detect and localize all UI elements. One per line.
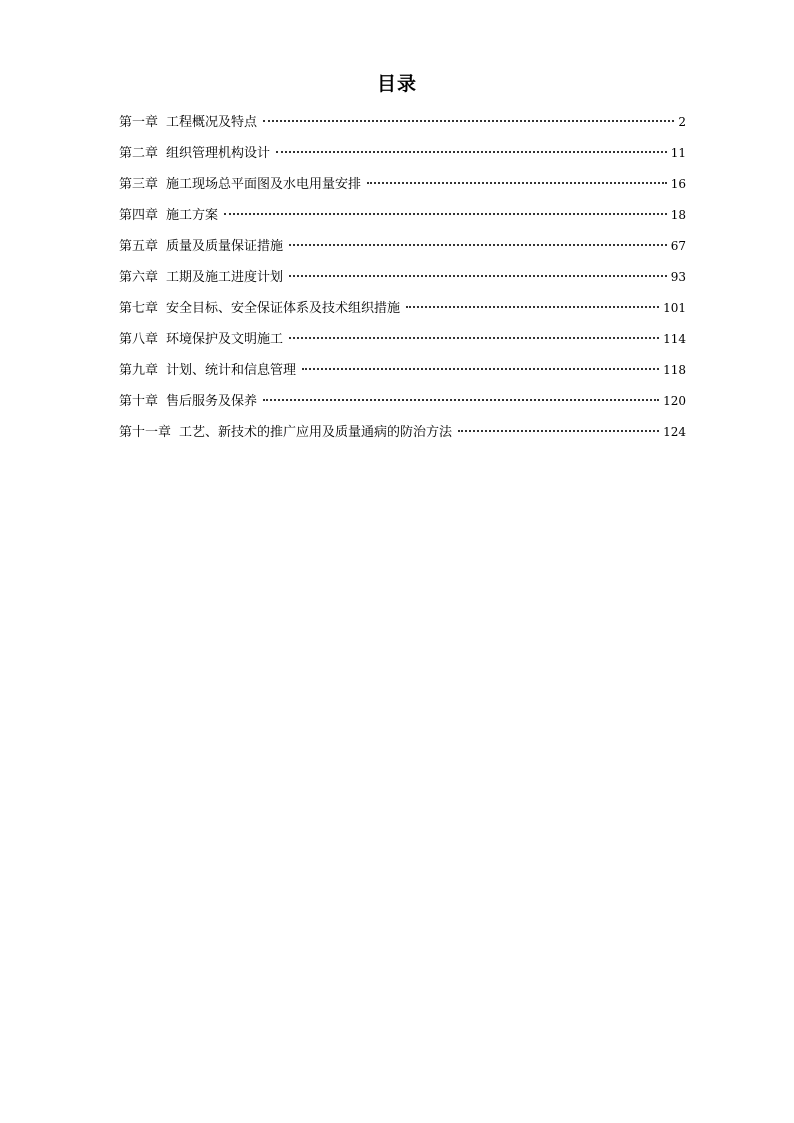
- toc-page-number: 101: [663, 301, 686, 315]
- toc-chapter-label: 第十章: [119, 394, 159, 409]
- toc-page-number: 118: [663, 363, 686, 377]
- toc-chapter-title: 安全目标、安全保证体系及技术组织措施: [166, 301, 401, 316]
- toc-chapter-title: 质量及质量保证措施: [166, 239, 284, 254]
- toc-dot-leader: [289, 244, 667, 246]
- toc-dot-leader: [289, 337, 659, 339]
- table-of-contents: [119, 111, 686, 452]
- toc-entry-5[interactable]: [119, 235, 686, 266]
- toc-chapter-label: 第一章: [119, 115, 159, 130]
- toc-chapter-title: 环境保护及文明施工: [166, 332, 284, 347]
- toc-chapter-label: 第二章: [119, 146, 159, 161]
- toc-chapter-label: 第十一章: [119, 425, 172, 440]
- toc-page-number: 114: [663, 332, 686, 346]
- toc-entry-6[interactable]: [119, 266, 686, 297]
- toc-page-number: 67: [670, 239, 686, 253]
- toc-entry-10[interactable]: [119, 390, 686, 421]
- toc-page-number: 120: [663, 394, 686, 408]
- toc-chapter-label: 第七章: [119, 301, 159, 316]
- toc-page-number: 2: [678, 115, 686, 129]
- toc-entry-7[interactable]: [119, 297, 686, 328]
- toc-entry-3[interactable]: [119, 173, 686, 204]
- toc-page-number: 124: [663, 425, 686, 439]
- toc-dot-leader: [263, 120, 674, 122]
- toc-entry-2[interactable]: [119, 142, 686, 173]
- toc-entry-4[interactable]: [119, 204, 686, 235]
- toc-dot-leader: [263, 399, 659, 401]
- toc-chapter-label: 第六章: [119, 270, 159, 285]
- toc-dot-leader: [224, 213, 667, 215]
- toc-dot-leader: [302, 368, 659, 370]
- toc-page-number: 11: [670, 146, 686, 160]
- toc-entry-1[interactable]: [119, 111, 686, 142]
- page-title: 目录: [376, 73, 417, 95]
- toc-entry-9[interactable]: [119, 359, 686, 390]
- toc-page-number: 18: [670, 208, 686, 222]
- toc-chapter-title: 施工方案: [166, 208, 219, 223]
- toc-chapter-title: 组织管理机构设计: [166, 146, 271, 161]
- toc-entry-8[interactable]: [119, 328, 686, 359]
- toc-chapter-title: 售后服务及保养: [166, 394, 258, 409]
- toc-chapter-label: 第四章: [119, 208, 159, 223]
- toc-chapter-title: 施工现场总平面图及水电用量安排: [166, 177, 362, 192]
- toc-chapter-label: 第九章: [119, 363, 159, 378]
- toc-chapter-title: 计划、统计和信息管理: [166, 363, 297, 378]
- toc-page-number: 16: [670, 177, 686, 191]
- toc-dot-leader: [458, 430, 659, 432]
- toc-dot-leader: [367, 182, 667, 184]
- toc-page-number: 93: [670, 270, 686, 284]
- toc-chapter-title: 工艺、新技术的推广应用及质量通病的防治方法: [179, 425, 453, 440]
- toc-chapter-label: 第五章: [119, 239, 159, 254]
- toc-dot-leader: [276, 151, 667, 153]
- toc-chapter-title: 工程概况及特点: [166, 115, 258, 130]
- toc-chapter-label: 第八章: [119, 332, 159, 347]
- toc-dot-leader: [289, 275, 667, 277]
- toc-dot-leader: [406, 306, 659, 308]
- toc-entry-11[interactable]: [119, 421, 686, 452]
- toc-chapter-label: 第三章: [119, 177, 159, 192]
- toc-chapter-title: 工期及施工进度计划: [166, 270, 284, 285]
